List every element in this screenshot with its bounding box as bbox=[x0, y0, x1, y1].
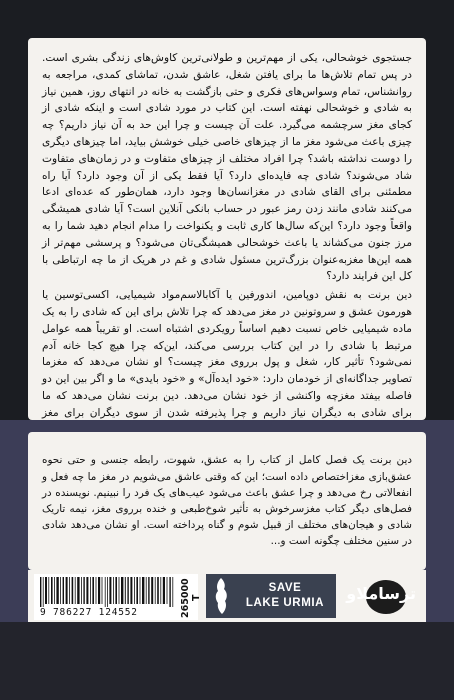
barcode-bars bbox=[40, 577, 174, 607]
description-panel-lower bbox=[28, 432, 426, 570]
barcode-strip bbox=[28, 570, 426, 622]
isbn-barcode bbox=[34, 574, 202, 620]
publisher-logo bbox=[344, 572, 420, 620]
price-label: 265000 T bbox=[180, 578, 202, 618]
lake-text bbox=[236, 581, 334, 611]
save-lake-urmia-badge bbox=[206, 574, 336, 618]
lake-line-2: LAKE URMIA bbox=[245, 597, 325, 609]
lake-urmia-map-icon bbox=[212, 577, 230, 615]
lake-line-1: SAVE bbox=[268, 582, 302, 594]
description-paragraph-2: دین برنت به نقش دوپامین، اندورفین یا آکابالاسم‌مواد شیمیایی، اکسی‌توسین یا هورمون عشق و سروتونین در مغز می‌دهد که چرا تلاش برای این که شادی را به یک ماده شیمیایی خاص نسبت دهیم اساساً رویکردی اشتباه است. او تقریباً همه عوامل مرتبط با شادی را در این کتاب بررسی می‌کند، این‌که چرا هیچ کجا خانه آدم نمی‌شود؟ تأثیر کار، شغل و پول برروی مغز چیست؟ او نشان می‌دهد که مغزما تصاویر جداگانه‌ای از خودمان دارد: «خود ایده‌آل» و «خود بایدی» ما و اگر بین این دو فاصله بیفتد مغزچه واکنشی از خود نشان می‌دهد. دین برنت نشان می‌دهد که ما برای شادی به دیگران نیاز داریم و چرا پذیرفته شدن از سوی دیگران برای مغز bbox=[42, 289, 412, 419]
description-paragraph-1: جستجوی خوشحالی، یکی از مهم‌ترین و طولانی‌ترین کاوش‌های زندگی بشری است. در پس تمام تلاش‌ها ما برای یافتن شغل، عاشق شدن، تماشای کمدی، مراجعه به روانشناس، تمام وسواس‌های فکری و حتی بازگشت به خانه در انتهای روز، همین نیاز به شادی و خوشحالی نهفته است. این کتاب در مورد شادی است و اینکه شادی از کجای مغز سرچشمه می‌گیرد. علت آن چیست و چرا این حد به آن نیاز داریم؟ چه چیزی باعث می‌شود مغز ما از چیزهای خاصی خیلی خوشش بیاید، اما چیزهای دیگری را دوست نداشته باشد؟ چرا افراد مختلف از چیزهای متفاوت و در زمان‌های متفاوت شاد می‌شوند؟ شادی چه فایده‌ای دارد؟ آیا فقط یکی از آن وجود دارد؟ آیا راه مطمئنی برای القای شادی در مغزانسان‌ها وجود دارد، همان‌طور که عده‌ای ادعا می‌کنند شادی مانند زدن رمز عبور در حساب بانکی آنلاین است؟ آیا شادی همیشگی واقعاً وجود دارد؟ این‌که سال‌ها کاری ثابت و یکنواخت را مدام انجام دهید شما را به مرز جنون می‌کشاند یا باعث خوشحالی همیشگی‌تان می‌شود؟ و پرسشی مهم‌تر از همه این‌ها مغزبه‌عنوان بزرگ‌ترین مسئول شادی و غم در هریک از ما چه ارتباطی با کل این فرایند دارد؟ bbox=[42, 52, 412, 283]
description-paragraph-3: دین برنت یک فصل کامل از کتاب را به عشق، شهوت، رابطه جنسی و حتی نحوه عشق‌بازی مغزاختصاص داده است؛ این که وقتی عاشق می‌شویم در مغز ما چه فعل و انفعالاتی رخ می‌دهد و چرا عشق باعث می‌شود عیب‌های یک فرد را نبینیم. نویسنده در فصل‌های دیگر کتاب مغزسرخوش به تأثیر شوخ‌طبعی و خنده برروی مغز، نیمه تاریک شادی و هیجان‌های مختلف از قبیل شوم و گناه پرداخته است. او نشان می‌دهد شادی در سنین مختلف چگونه است و... bbox=[42, 454, 412, 548]
bottom-shadow bbox=[0, 622, 454, 700]
isbn-digits: 9 786227 124552 bbox=[40, 607, 138, 618]
publisher-name: ترسا‌ملاو bbox=[346, 584, 416, 603]
description-panel bbox=[28, 38, 426, 420]
